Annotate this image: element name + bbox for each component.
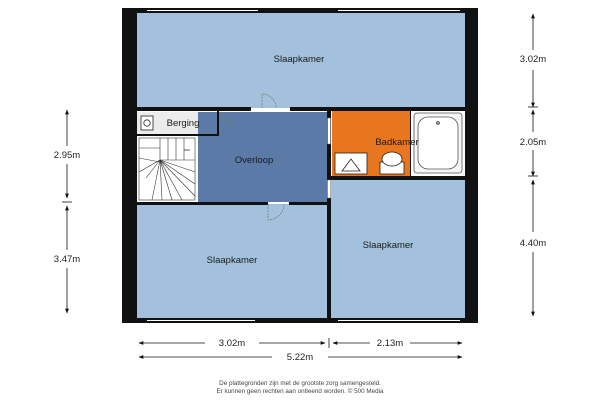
label-badkamer: Badkamer (375, 137, 419, 148)
label-overloop: Overloop (234, 155, 274, 166)
dimension-lines-left (62, 110, 72, 313)
dim-bottom-total: 5.22m (286, 352, 314, 363)
bathtub-icon (414, 113, 462, 173)
label-slaapkamer-top: Slaapkamer (273, 54, 325, 65)
dim-right-bottom: 4.40m (519, 238, 547, 249)
sink-icon (335, 153, 367, 174)
appliance-icon (141, 116, 153, 130)
dim-right-top: 3.02m (519, 54, 547, 65)
dim-right-middle: 2.05m (519, 137, 547, 148)
dim-bottom-right: 2.13m (376, 338, 404, 349)
dim-left-bottom: 3.47m (53, 254, 81, 265)
label-slaapkamer-bottom-left: Slaapkamer (206, 255, 258, 266)
disclaimer-line-1: De plattegronden zijn met de grootste zorg samengesteld. (219, 380, 381, 387)
stairs-fill (137, 136, 197, 202)
label-berging: Berging (166, 118, 200, 129)
disclaimer-line-2: Er kunnen geen rechten aan ontleend worden. © 500 Media (216, 388, 384, 395)
toilet-icon (380, 152, 404, 174)
outer-wall-left (122, 8, 137, 323)
dim-bottom-left: 3.02m (218, 338, 246, 349)
outer-wall-right (465, 8, 478, 323)
label-slaapkamer-bottom-right: Slaapkamer (362, 240, 414, 251)
dim-left-top: 2.95m (53, 150, 81, 161)
